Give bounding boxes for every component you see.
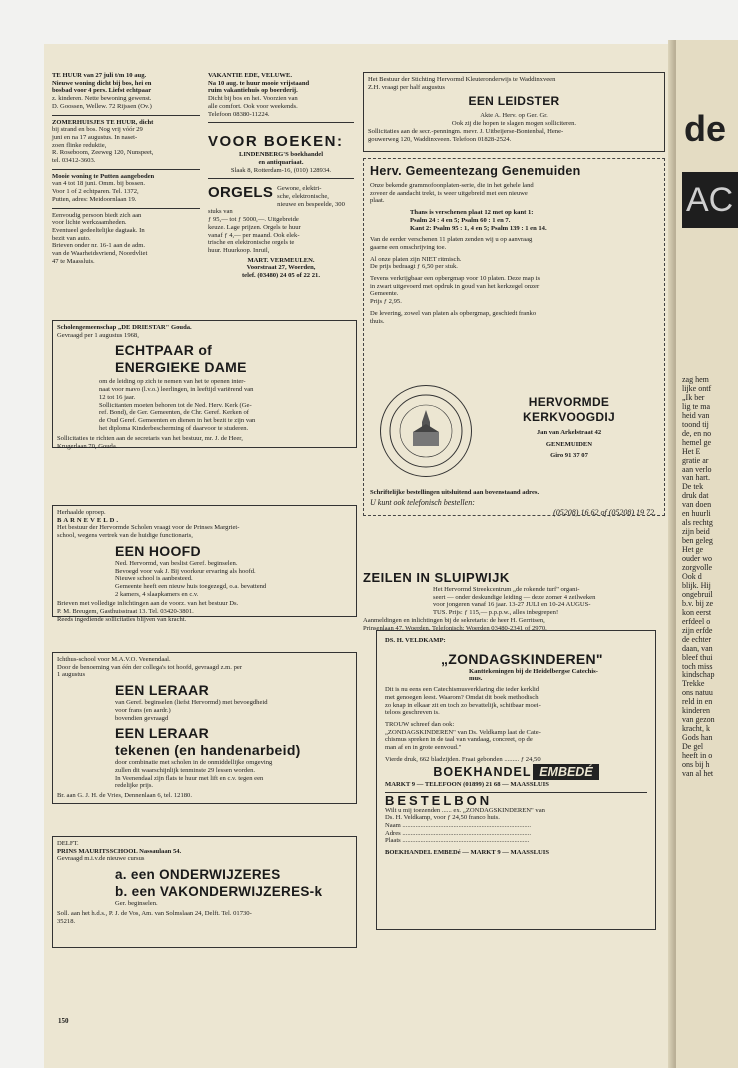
right-page-text [682, 376, 738, 779]
text-line: zoen flinke reduktie, [52, 141, 107, 149]
genemuiden-p1 [370, 236, 658, 251]
text-line: De prijs bedraagt ƒ 6,50 per stuk. [370, 263, 458, 271]
ad-ichthus [52, 652, 357, 804]
text-line: Het E [682, 446, 701, 456]
text-line: Putten, adres: Meidoornlaan 19. [52, 195, 137, 203]
leidster-body [368, 112, 660, 127]
text-line: school, wegens vertrek van de huidige functionaris, [57, 532, 193, 540]
text-line: bosbad voor 4 pers. Liefst echtpaar [52, 87, 152, 95]
text-line: de Oud Geref. Gemeenten en dienen in het bezit te zijn van [99, 416, 256, 424]
ichthus-body-2 [57, 759, 352, 790]
kerkvoogdij-block [484, 395, 654, 460]
text-line: Aanmeldingen en inlichtingen bij de sekretaris: de heer H. Gerritsen, [363, 616, 545, 624]
text-line: ben geleg [682, 536, 713, 546]
text-line: redelijke prijs. [115, 782, 154, 790]
text-line: 2 kamers, 4 slaapkamers en c.v. [115, 590, 199, 598]
text-line: Het bestuur der Hervormde Scholen vraagt voor de Prinses Margriet- [57, 524, 240, 532]
delft-sub: Gevraagd m.i.v.de nieuwe cursus [57, 855, 145, 863]
text-line: 47 te Maassluis. [52, 257, 95, 265]
genemuiden-plaat [370, 209, 658, 232]
text-line: Psalm 24 : 4 en 5; Psalm 60 : 1 en 7. [410, 216, 511, 224]
delft-title-2: b. een VAKONDERWIJZERES-k [115, 884, 323, 900]
genemuiden-telefonisch-1: U kunt ook telefonisch bestellen: [370, 498, 475, 507]
text-line: reld in en [682, 697, 713, 707]
text-line: juni en na 17 augustus. In naset- [52, 133, 138, 141]
embede-address: MARKT 9 — TELEFOON (01899) 21 68 — MAASSLUIS [385, 781, 549, 789]
delft-title-1: a. een ONDERWIJZERES [115, 867, 281, 883]
text-line: blijk. Hij [682, 580, 711, 590]
text-line: als rechtg [682, 518, 713, 528]
text-line: Al onze platen zijn NIET ritmisch. [370, 255, 462, 263]
barneveld-lines [57, 524, 352, 539]
barneveld-head: Herhaalde oproep. [57, 509, 106, 516]
text-line: van al het [682, 768, 714, 778]
text-line: De gel [682, 742, 704, 752]
text-line: nieuwe en bespeelde, 300 stuks van [208, 200, 345, 216]
ad-genemuiden [363, 158, 665, 516]
bestelbon-lines [385, 807, 647, 822]
ichthus-lines [57, 664, 352, 679]
text-line: de echter [682, 634, 712, 644]
text-line: Slaak 8, Rotterdam-16, (010) 128934. [230, 166, 332, 174]
text-line: ongebruil [682, 589, 713, 599]
bestelbon-title: BESTELBON [385, 792, 493, 808]
text-line: het diploma Kinderbescherming of daarvoor te studeren. [99, 424, 249, 432]
text-line: lijke ontf [682, 383, 712, 393]
text-line: Prijs ƒ 2,95. [370, 298, 402, 306]
ichthus-title-1: EEN LERAAR [115, 682, 210, 699]
text-line: van Geref. beginselen (liefst Hervormd) met bevoegdheid [115, 699, 268, 707]
text-line: om de leiding op zich te nemen van het te openen inter- [99, 378, 246, 386]
text-line: kindschap [682, 670, 715, 680]
barneveld-body [57, 560, 352, 599]
ad-eenvoudig-persoon [52, 212, 200, 266]
kerkvoogdij-org-1: HERVORMDE [528, 395, 610, 409]
kerkvoogdij-address: Jan van Arkelstraat 42 [536, 429, 602, 436]
ad-zomerhuisjes [52, 119, 200, 165]
orgels-title: ORGELS [208, 184, 274, 202]
text-line: TE HUUR van 27 juli t/m 10 aug. [52, 72, 147, 79]
text-line: Dit is nu eens een Catechismusverklaring die ieder kerklid [385, 686, 540, 694]
divider [208, 122, 354, 123]
delft-head: DELFT. [57, 840, 79, 847]
text-line: Bevoegd voor vak J. Bij voorkeur ervaring als hoofd. [115, 567, 256, 575]
text-line: druk dat [682, 491, 709, 501]
text-line: zo knap in elkaar zit en toch zo bevattelijk, schitbaar moei- [385, 701, 541, 709]
text-line: zag hem [682, 376, 709, 384]
text-line: Sollicitaties te richten aan de secretaris van het bestuur, mr. J. de Heer, [57, 435, 243, 443]
kerkvoogdij-org-2: KERKVOOGDIJ [523, 410, 615, 424]
text-line: toch miss [682, 661, 713, 671]
ad-delft [52, 836, 357, 948]
text-line: met genoegen leest. Waarom? Omdat dit boek methodisch [385, 693, 539, 701]
text-line: erfdeel o [682, 616, 711, 626]
text-line: Ds. H. Veldkamp, voor ƒ 24,50 franco huis. [385, 814, 500, 822]
orgels-contact [208, 257, 354, 280]
text-line: z. kinderen. Nette bewoning gewenst. [52, 95, 152, 103]
genemuiden-p2 [370, 256, 658, 271]
driestar-title-2: ENERGIEKE DAME [115, 359, 247, 376]
text-line: daan, van [682, 643, 713, 653]
text-line: Gemeente. [370, 290, 399, 298]
church-seal-logo [380, 385, 472, 477]
text-line: teloos geschreven is. [385, 709, 440, 717]
divider [208, 178, 354, 179]
text-line: gratie ar [682, 455, 709, 465]
text-line: 1 augustus [57, 671, 86, 679]
leidster-title: EEN LEIDSTER [468, 94, 560, 109]
ichthus-body-1 [57, 699, 352, 722]
ad-driestar [52, 320, 357, 451]
text-line: Na 10 aug. te huur mooie vrijstaand [208, 79, 310, 87]
genemuiden-schriftelijk: Schriftelijke bestellingen uitsluitend aan bovenstaand adres. [370, 489, 540, 496]
ad-leidster [363, 72, 665, 152]
text-line: Gemeente heeft een nieuw huis toegezegd, o.a. bevattend [115, 582, 267, 590]
text-line: Soll. aan het h.d.s., P. J. de Vos, Am. van Solmslaan 24, Delft. Tel. 01730- [57, 909, 252, 917]
text-line: door combinatie met scholen in de onmiddellijke omgeving [115, 759, 273, 767]
genemuiden-p3 [370, 275, 658, 306]
kerkvoogdij-giro: Giro 91 37 07 [550, 452, 588, 460]
text-line: Krugerlaan 70, Gouda. [57, 443, 118, 451]
text-line: huur. Huurkoop. Inruil, [208, 246, 270, 254]
text-line: Eventueel gedeeltelijke dagtaak. In [52, 226, 145, 234]
zondag-author: DS. H. VELDKAMP: [385, 637, 446, 644]
bestelbon-footer: BOEKHANDEL EMBEDé — MARKT 9 — MAASSLUIS [385, 849, 550, 857]
driestar-title-1: ECHTPAAR of [115, 342, 213, 359]
text-line: bovendien gevraagd [115, 714, 169, 722]
ad-zeilen [363, 570, 665, 632]
ad-zondagskinderen [376, 630, 656, 930]
text-line: Ned. Hervormd, van beslist Geref. beginselen. [115, 559, 238, 567]
text-line: Thans is verschenen plaat 12 met op kant 1: [410, 209, 534, 217]
text-line: voor jongeren vanaf 16 jaar. 13-27 JULI en 10-24 AUGUS- [433, 601, 591, 609]
boekhandel-label: BOEKHANDEL [433, 765, 532, 780]
text-line: van gezon [682, 715, 715, 725]
text-line: VAKANTIE EDE, VELUWE. [208, 72, 293, 79]
text-line: zullen dit waarschijnlijk tenminste 29 lessen worden. [115, 766, 256, 774]
text-line: telef. (03480) 24 05 of 22 21. [241, 272, 320, 280]
text-line: Brieven met volledige inlichtingen aan de voorz. van het bestuur Ds. [57, 600, 239, 608]
zondag-p1 [385, 686, 647, 717]
orgels-ad [208, 185, 354, 279]
text-line: Nieuwe school is aanbesteed. [115, 575, 193, 583]
text-line: R. Roseboom, Zeeweg 120, Nunspeet, [52, 149, 154, 157]
text-line: en antiquariaat. [258, 158, 304, 166]
text-line: man af en in grote eenvoud." [385, 744, 462, 752]
text-line: bij strand en bos. Nog vrij vóór 29 [52, 126, 143, 134]
text-line: sche, elektronische, [277, 193, 329, 201]
text-line: TUS. Prijs: ƒ 115,— p.p.p.w., alles inbegrepen! [433, 609, 559, 617]
leidster-footer [368, 128, 660, 143]
text-line: ƒ 95,— tot ƒ 5000,—. Uitgebreide [208, 216, 299, 224]
divider [52, 208, 200, 209]
genemuiden-intro [370, 182, 658, 205]
text-line: naat voor mavo (l.v.o.) leerlingen, in leeftijd variërend van [99, 386, 254, 394]
text-line: chismus spreken in de taal van vandaag, concreet, op de [385, 736, 533, 744]
text-line: Het Hervormd Streekcentrum „de rokende turf" organi- [433, 586, 580, 593]
text-line: tel. 03412-3603. [52, 157, 96, 165]
text-line: aan verlo [682, 464, 712, 474]
text-line: Z.H. vraagt per half augustus [368, 83, 445, 91]
text-line: De tek [682, 482, 704, 492]
text-line: seert — onder deskundige leiding — deze zomer 4 zeilweken [433, 593, 596, 601]
text-line: Mooie woning te Putten aangeboden [52, 172, 155, 180]
genemuiden-p4 [370, 310, 658, 325]
text-line: Het Bestuur der Stichting Hervormd Kleuteronderwijs te Waddinxveen [368, 76, 556, 83]
text-line: kracht, k [682, 724, 710, 734]
classified-column-mid [208, 72, 354, 280]
text-line: Kant 2: Psalm 95 : 1, 4 en 5; Psalm 139 : 1 en 14. [410, 224, 547, 232]
text-line: lig te ma [682, 401, 710, 411]
divider [52, 169, 200, 170]
text-line: Eenvoudig persoon biedt zich aan [52, 211, 142, 219]
text-line: b.v. bij ze [682, 598, 714, 608]
text-line: Telefoon 08380-11224. [208, 110, 270, 118]
text-line: Prinsenlaan 47, Woerden. Telefonisch: Woerden 03480-2341 of 2970. [363, 624, 547, 632]
text-line: Akte A. Herv. op Ger. Gr. [480, 112, 548, 120]
text-line: ons natuu [682, 688, 713, 698]
voor-boeken-title: VOOR BOEKEN: [208, 133, 344, 151]
text-line: Dicht bij bos en hei. Voorzien van [208, 95, 298, 103]
text-line: in zwart uitgevoerd met opdruk in goud van het kerkzegel onzer [370, 282, 540, 290]
text-line: Voorstraat 27, Woerden, [246, 264, 316, 272]
text-line: zorgvolle [682, 563, 713, 573]
text-line: van de Waarheidsvriend, Noordvliet [52, 250, 148, 258]
text-line: Reeds ingediende sollicitaties blijven van kracht. [57, 615, 187, 623]
text-line: heid van [682, 410, 710, 420]
delft-school: PRINS MAURITSSCHOOL Nassaulaan 54. [57, 847, 182, 855]
text-line: Wilt u mij toezenden ...... ex. „ZONDAGSKINDEREN" van [385, 806, 545, 814]
text-line: „Ik ber [682, 392, 705, 402]
text-line: MART. VERMEULEN. [247, 256, 315, 264]
text-line: plaat. [370, 197, 385, 205]
ad-barneveld [52, 505, 357, 623]
text-line: ruim vakantiehuis op boerderij. [208, 87, 298, 95]
text-line: toond tij [682, 419, 709, 429]
text-line: Trekke [682, 679, 705, 689]
text-line: bezit van auto. [52, 234, 91, 242]
text-line: „ZONDAGSKINDEREN" van Ds. Veldkamp laat de Cate- [385, 728, 541, 736]
zondag-title: „ZONDAGSKINDEREN" [441, 650, 603, 667]
text-line: ouder wo [682, 554, 712, 564]
embede-logo: EMBEDÉ [533, 764, 598, 780]
voor-boeken-text [208, 151, 354, 174]
text-line: zijn beid [682, 527, 710, 537]
text-line: Van de eerder verschenen 11 platen zenden wij u op aanvraag [370, 236, 533, 244]
text-line: thuis. [370, 317, 385, 325]
text-line: Het ge [682, 545, 704, 555]
ichthus-title-2: EEN LERAAR [115, 725, 210, 742]
text-line: D. Goossen, Wellew. 72 Rijssen (Ov.) [52, 102, 152, 110]
text-line: kon eerst [682, 607, 712, 617]
right-page-heading: de [684, 108, 727, 149]
text-line: Ook d [682, 571, 702, 581]
text-line: ref. Bond), de Ger. Gemeenten, de Chr. Geref. Kerken of [99, 409, 249, 417]
text-line: mus. [469, 675, 483, 683]
driestar-body [57, 378, 352, 432]
ichthus-footer: Br. aan G. J. H. de Vries, Dennenlaan 6, tel. 12180. [57, 792, 192, 800]
text-line: van 4 tot 18 juni. Omm. bij bossen. [52, 180, 146, 188]
driestar-sub: Gevraagd per 1 augustus 1968, [57, 331, 139, 339]
text-line: TROUW schreef dan ook: [385, 720, 455, 728]
page-number: 150 [58, 1017, 69, 1025]
text-line: ons bij h [682, 759, 710, 769]
text-line: Tevens verkrijgbaar een opbergmap voor 10 platen. Deze map is [370, 275, 541, 283]
text-line: 35218. [57, 917, 76, 925]
text-line: gouwerweg 120, Waddinxveen. Telefoon 01828-2524. [368, 135, 512, 143]
text-line: alle comfort. Ook voor weekends. [208, 102, 298, 110]
text-line: 12 tot 16 jaar. [99, 393, 136, 401]
zondag-subtitle [385, 668, 647, 683]
zeilen-title: ZEILEN IN SLUIPWIJK [363, 570, 510, 585]
text-line: hemel ge [682, 437, 712, 447]
text-line: zoveer de aandacht trekt, is weer uitgebreid met een nieuwe [370, 189, 528, 197]
text-line: zijn erfde [682, 625, 713, 635]
barneveld-city: BARNEVELD. [57, 516, 121, 524]
text-line: De levering, zowel van platen als opbergmap, geschiedt franko [370, 309, 537, 317]
text-line: bleef thui [682, 652, 713, 662]
text-line: Kanttekeningen bij de Heidelbergse Catechis- [469, 667, 598, 675]
text-line: van doen [682, 500, 712, 510]
text-line: kinderen [682, 706, 710, 716]
delft-body: Ger. beginselen. [115, 900, 158, 908]
classified-column-left [52, 72, 200, 269]
zondag-p2 [385, 721, 647, 752]
bestelbon-naam-field[interactable]: Naam .............................................................................. [385, 821, 531, 829]
zeilen-body [363, 586, 665, 617]
text-line: LINDENBERG'S boekhandel [238, 151, 324, 159]
barneveld-footer [57, 600, 352, 623]
text-line: Ook zij die hopen te slagen mogen solliciteren. [451, 120, 577, 128]
text-line: van hart. [682, 473, 710, 483]
ad-te-huur [52, 72, 200, 111]
text-line: en huurli [682, 509, 711, 519]
text-line: voor frans (en aardr.) [115, 706, 171, 714]
genemuiden-title: Herv. Gemeentezang Genemuiden [370, 164, 581, 178]
text-line: Voor 1 of 2 echtparen. Tel. 1372, [52, 188, 139, 196]
delft-footer [57, 910, 352, 925]
text-line: P. M. Breugem, Gasthuisstraat 13. Tel. 03420-3801. [57, 608, 194, 616]
church-seal-icon [387, 392, 465, 470]
ichthus-head: Ichthus-school voor M.A.V.O. Veenendaal. [57, 656, 171, 663]
genemuiden-telefonisch-2: (05208) 16 62 of (05208) 19 72. [553, 508, 656, 517]
right-page-banner-text: AC [686, 181, 734, 219]
driestar-head: Scholengemeenschap „DE DRIESTAR" Gouda. [57, 324, 192, 331]
zondag-price: Vierde druk, 662 bladzijden. Fraai gebonden ......... ƒ 24,50 [385, 755, 541, 763]
text-line: de, en no [682, 428, 712, 438]
text-line: vanaf ƒ 4,— per maand. Ook elek- [208, 231, 300, 239]
leidster-lines [368, 76, 660, 91]
bestelbon-plaats-field[interactable]: Plaats ............................................................................. [385, 837, 530, 845]
ichthus-title-3: tekenen (en handenarbeid) [115, 742, 301, 759]
text-line: Nieuwe woning dicht bij bos, hei en [52, 79, 152, 87]
text-line: heeft in o [682, 751, 713, 761]
boekhandel-embede [385, 765, 647, 780]
ad-woning-putten [52, 173, 200, 204]
text-line: trische en elektronische orgels te [208, 239, 295, 247]
bestelbon-adres-field[interactable]: Adres .............................................................................. [385, 829, 531, 837]
text-line: voor lichte werkzaamheden. [52, 219, 127, 227]
text-line: Onze bekende grammofoonplaten-serie, die in het gehele land [370, 182, 534, 189]
text-line: ZOMERHUISJES TE HUUR, dicht [52, 118, 154, 126]
driestar-footer [57, 435, 352, 450]
kerkvoogdij-city: GENEMUIDEN [545, 440, 593, 448]
text-line: Sollicitaties aan de secr.-penningm. mevr. J. Uitbeijerse-Bontenbal, Hene- [368, 127, 564, 135]
barneveld-title: EEN HOOFD [115, 542, 201, 559]
text-line: gaarne een omschrijving toe. [370, 243, 447, 251]
text-line: Gods han [682, 733, 713, 743]
text-line: Sollicitanten moeten behoren tot de Ned. Herv. Kerk (Ge- [99, 401, 252, 409]
ad-vakantie-ede [208, 72, 354, 118]
text-line: In Veenendaal zijn flats te huur met lift en c.v. tegen een [115, 774, 264, 782]
text-line: Brieven onder nr. 16-1 aan de adm. [52, 242, 146, 250]
right-page-banner [682, 172, 738, 228]
text-line: Door de benoeming van één der collega's tot hoofd, gevraagd z.m. per [57, 663, 243, 671]
text-line: Gewone, elektri- [277, 185, 322, 193]
divider [52, 115, 200, 116]
text-line: keuze. Lage prijzen. Orgels te huur [208, 223, 301, 231]
